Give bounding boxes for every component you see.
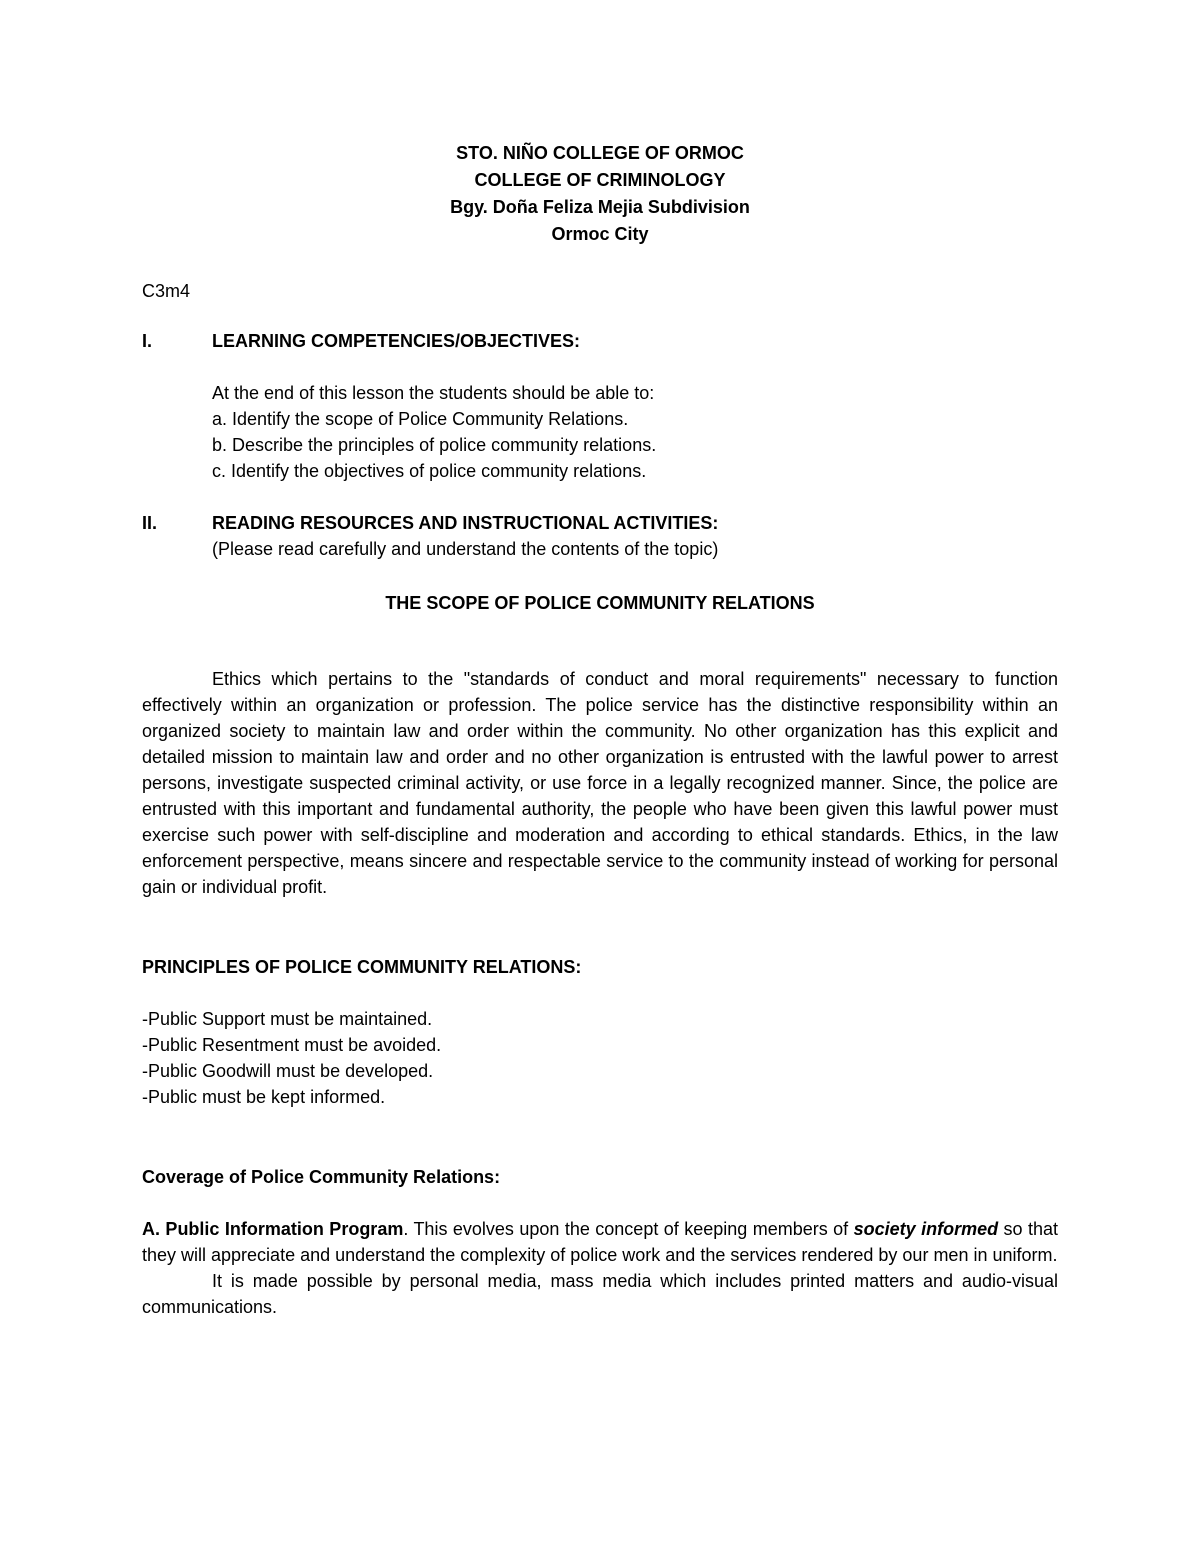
objectives-block [212, 380, 1058, 484]
module-code: C3m4 [142, 281, 191, 301]
coverage-a-text-2: so that they will appreciate and understand the complexity of police work and the services rendered by our men in uniform. [142, 1219, 1058, 1265]
college-name: COLLEGE OF CRIMINOLOGY [474, 170, 726, 190]
coverage-a-paragraph [142, 1216, 1058, 1268]
principle-item: -Public Support must be maintained. [142, 1009, 433, 1029]
section-1-heading [142, 328, 1058, 354]
coverage-heading: Coverage of Police Community Relations: [142, 1167, 501, 1187]
section-2-title: READING RESOURCES AND INSTRUCTIONAL ACTIVITIES: [212, 513, 719, 533]
section-2-number: II. [142, 513, 158, 533]
address-line: Bgy. Doña Feliza Mejia Subdivision [450, 197, 750, 217]
section-1-number: I. [142, 331, 153, 351]
coverage-a-emphasis: society informed [853, 1219, 999, 1239]
section-1-title: LEARNING COMPETENCIES/OBJECTIVES: [212, 331, 581, 351]
objective-item: a. Identify the scope of Police Community Relations. [212, 409, 629, 429]
objective-item: c. Identify the objectives of police community relations. [212, 461, 647, 481]
principle-item: -Public must be kept informed. [142, 1087, 386, 1107]
objectives-intro: At the end of this lesson the students should be able to: [212, 383, 655, 403]
ethics-paragraph: Ethics which pertains to the "standards of conduct and moral requirements" necessary to function effectively within an organization or profession. The police service has the distinctive responsibility within an organized society to maintain law and order within the community. No other organization has this explicit and detailed mission to maintain law and order and no other organization is entrusted with the lawful power to arrest persons, investigate suspected criminal activity, or use force in a legally recognized manner. Since, the police are entrusted with this important and fundamental authority, the people who have been given this lawful power must exercise such power with self-discipline and moderation and according to ethical standards. Ethics, in the law enforcement perspective, means sincere and respectable service to the community instead of working for personal gain or individual profit. [142, 669, 1058, 897]
coverage-a-paragraph-2: It is made possible by personal media, mass media which includes printed matters and audio-visual communications. [142, 1271, 1058, 1317]
principle-item: -Public Goodwill must be developed. [142, 1061, 434, 1081]
school-name: STO. NIÑO COLLEGE OF ORMOC [456, 143, 744, 163]
principle-item: -Public Resentment must be avoided. [142, 1035, 442, 1055]
city-line: Ormoc City [551, 224, 649, 244]
section-2-note: (Please read carefully and understand the contents of the topic) [212, 539, 719, 559]
objective-item: b. Describe the principles of police community relations. [212, 435, 657, 455]
document-header [142, 140, 1058, 248]
topic-title: THE SCOPE OF POLICE COMMUNITY RELATIONS [385, 593, 815, 613]
section-2-heading [142, 510, 1058, 536]
coverage-a-text-1: . This evolves upon the concept of keeping members of [403, 1219, 854, 1239]
document-page [142, 140, 1058, 1320]
principles-list [142, 1006, 1058, 1110]
coverage-a-label: A. Public Information Program [142, 1219, 404, 1239]
principles-heading: PRINCIPLES OF POLICE COMMUNITY RELATIONS: [142, 957, 582, 977]
